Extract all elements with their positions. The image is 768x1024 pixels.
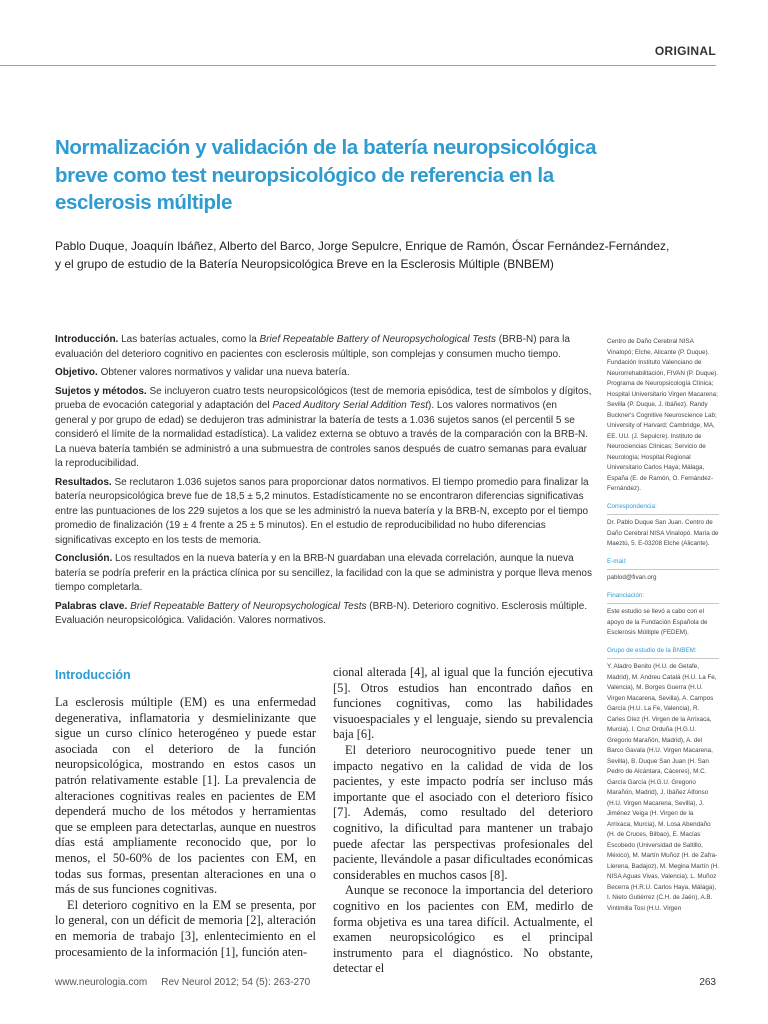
journal-citation: Rev Neurol 2012; 54 (5): 263-270	[161, 977, 311, 988]
abstract-conclusion: Conclusión. Los resultados en la nueva batería y en la BRB-N guardaban una elevada correlación, aunque la nueva batería se podría preferir en la práctica clínica por su sencillez, la facilidad con la que se administra y porque lleva menos tiempo completarla.	[55, 553, 592, 593]
study-group	[607, 646, 719, 915]
abstract-keywords: Palabras clave. Brief Repeatable Battery of Neuropsychological Tests (BRB-N). Deterioro cognitivo. Esclerosis múltiple. Evaluación neuropsicológica. Validación. Valores normativos.	[55, 600, 588, 626]
authors-line-1: Pablo Duque, Joaquín Ibáñez, Alberto del Barco, Jorge Sepulcre, Enrique de Ramón, Óscar Fernández-Fernández,	[55, 239, 670, 253]
paragraph: Aunque se reconoce la importancia del deterioro cognitivo en los pacientes con EM, medirlo de forma objetiva es una tarea difícil. Actualmente, el examen neuropsicológico es el principal instrumento para el diagnóstico. No obstante, detectar el	[333, 883, 593, 976]
header-rule	[0, 65, 716, 66]
abstract-introduction: Introducción. Las baterías actuales, como la Brief Repeatable Battery of Neuropsychological Tests (BRB-N) para la evaluación del deterioro cognitivo en pacientes con esclerosis múltiple, son complejas y consumen mucho tiempo.	[55, 334, 570, 360]
correspondence	[607, 502, 719, 550]
correspondence-text: Dr. Pablo Duque San Juan. Centro de Daño Cerebral NISA Vinalopó. María de Maeztú, 5. E-03208 Elche (Alicante).	[607, 519, 719, 547]
study-group-text: Y. Aladro Benito (H.U. de Getafe, Madrid), M. Andreu Catalá (H.U. La Fe, Valencia), M. Borges Guerra (H.U. Virgen Macarena, Sevilla), A. Campos García (H.U. La Fe, Valencia), R. Carles Díez (H. Virgen de la Arrixaca, Murcia). I. Cruz Orduña (H.G.U. Gregorio Marañón, Madrid), A. del Barco Gavala (H.U. Virgen Macarena, Sevilla), B. Duque San Juan (H. San Pedro de Alcántara, Cáceres), M.C. García García (H.G.U. Gregorio Marañón, Madrid), J. Ibáñez Alfonso (H.U. Virgen Macarena, Sevilla), J. Jiménez Veiga (H. Virgen de la Arrixaca, Murcia), M. Losa Abendaño (H. de Cruces, Bilbao), E. Macías Escobedo (Universidad de Saltillo, México), M. Martín Muñoz (H. de Zafra-Llerena, Badajoz), M. Megina Martín (H. NISA Aguas Vivas, Valencia), L. Muñoz Becerra (H.R.U. Carlos Haya, Málaga), I. Nieto Gutiérrez (C.H. de Jaén), A.B. Vintimilla Tosi (H.U. Virgen	[607, 663, 719, 912]
article-title: Normalización y validación de la batería neuropsicológica breve como test neuropsicológico de referencia en la esclerosis múltiple	[55, 136, 597, 214]
divider	[607, 603, 719, 604]
paragraph: El deterioro cognitivo en la EM se presenta, por lo general, con un déficit de memoria [2], alteración en memoria de trabajo [3], enlentecimiento en el procesamiento de la información [1], función aten-	[55, 897, 316, 959]
paragraph: cional alterada [4], al igual que la función ejecutiva [5]. Otros estudios han encontrado daños en funciones cognitivas, como las habilidades visuoespaciales y el lenguaje, siendo su prevalencia baja [6].	[333, 665, 593, 742]
email-link[interactable]: pablod@fivan.org	[607, 574, 657, 581]
body-column-2	[333, 665, 593, 977]
divider	[607, 514, 719, 515]
abstract	[55, 333, 593, 633]
funding	[607, 591, 719, 639]
divider	[607, 569, 719, 570]
correspondence-label: Correspondencia:	[607, 502, 657, 510]
body-column-1	[55, 668, 316, 960]
funding-label: Financiación:	[607, 591, 645, 599]
abstract-objective: Objetivo. Obtener valores normativos y validar una nueva batería.	[55, 367, 350, 378]
abstract-methods: Sujetos y métodos. Se incluyeron cuatro tests neuropsicológicos (test de memoria episódica, test de símbolos y dígitos, prueba de evocación categorial y adaptación del Paced Auditory Serial Addition Test). Los valores normativos (en general y por grupo de edad) se dedujeron tras administrar la batería de tests a 1.036 sujetos sanos (el percentil 5 se consideró el límite de la normalidad estadística). La validez externa se obtuvo a través de la comparación con la BRB-N. La nueva batería también se administró a una submuestra de controles sanos después de cuatro semanas para evaluar la reproducibilidad.	[55, 385, 592, 469]
divider	[607, 658, 719, 659]
sidebar	[607, 337, 719, 921]
section-label: ORIGINAL	[654, 44, 716, 58]
paragraph: El deterioro neurocognitivo puede tener un impacto negativo en la calidad de vida de los pacientes, y este impacto podría ser incluso más importante que el asociado con el deterioro físico [7]. Además, como resultado del deterioro cognitivo, la dificultad para mantener un trabajo puede afectar las perspectivas profesionales del paciente, llevándole a pasar dificultades económicas considerables en muchos casos [8].	[333, 742, 593, 882]
funding-text: Este estudio se llevó a cabo con el apoyo de la Fundación Española de Esclerosis Múltiple (FEDEM).	[607, 608, 708, 636]
authors-line-2: y el grupo de estudio de la Batería Neuropsicológica Breve en la Esclerosis Múltiple (BNBEM)	[55, 257, 554, 271]
affiliations: Centro de Daño Cerebral NISA Vinalopó; Elche, Alicante (P. Duque). Fundación Instituto Valenciano de Neurorrehabilitación, FIVAN (P. Duque). Programa de Neuropsicología Clínica; Hospital Universitario Virgen Macarena; Sevilla (P. Duque, J. Ibáñez). Randy Buckner's Cognitive Neuroscience Lab; University of Harvard; Cambridge, MA, EE. UU. (J. Sepulcre). Instituto de Neurociencias Clínicas; Servicio de Neurología; Hospital Regional Universitario Carlos Haya; Málaga, España (E. de Ramón, O. Fernández-Fernández).	[607, 338, 719, 492]
journal-website-link[interactable]: www.neurologia.com	[55, 977, 148, 988]
footer	[55, 977, 310, 988]
paragraph: La esclerosis múltiple (EM) es una enfermedad degenerativa, inflamatoria y desmielinizante que sigue un curso clínico heterogéneo y puede estar asociada con el deterioro de la función neuropsicológica, mostrando en estos casos un patrón relativamente estable [1]. La prevalencia de alteraciones cognitivas reales en pacientes de EM dependerá mucho de los métodos y herramientas que se empleen para detectarlas, aunque en nuestros días está ampliamente reconocido que, por lo menos, el 50-60% de los pacientes con EM, en todas sus formas, presentan alteraciones en una o más de sus funciones cognitivas.	[55, 695, 316, 897]
study-group-label: Grupo de estudio de la BNBEM:	[607, 646, 697, 654]
email	[607, 557, 719, 584]
author-list	[55, 237, 715, 273]
abstract-results: Resultados. Se reclutaron 1.036 sujetos sanos para proporcionar datos normativos. El tiempo promedio para finalizar la batería neuropsicológica breve fue de 18,5 ± 5,2 minutos. Estadísticamente no se encontraron diferencias significativas entre las puntuaciones de los 229 sujetos a los que se les administró la nueva batería y la BRB-N, excepto por el tiempo promedio de finalización (19 ± 4 frente a 25 ± 5 minutos). En el estudio de reproducibilidad no hubo diferencias significativas excepto en los tests de memoria.	[55, 476, 589, 546]
introduction-heading: Introducción	[55, 668, 131, 682]
email-label: E-mail:	[607, 557, 627, 565]
page-number: 263	[699, 977, 716, 988]
